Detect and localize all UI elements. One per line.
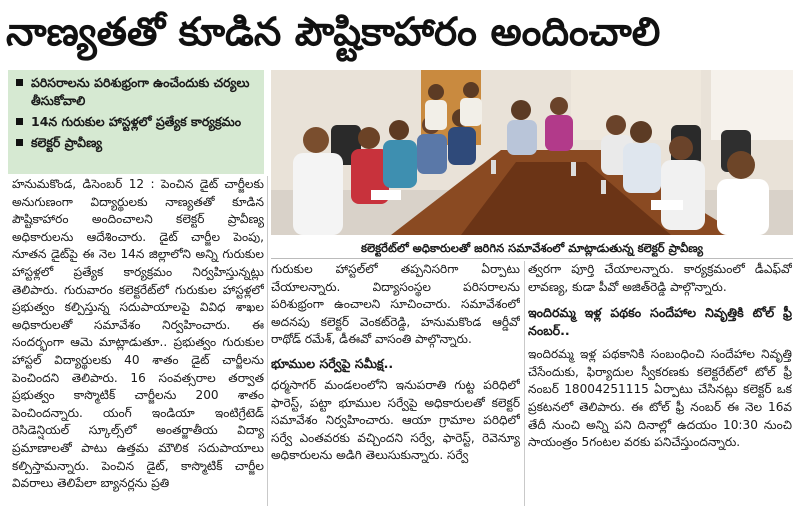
bullet-icon: [16, 118, 23, 125]
highlight-item: [14, 134, 258, 152]
sub-heading: ఇందిరమ్మ ఇళ్ల పథకం సందేహాల నివృత్తికి టోల్ ఫ్రీ నంబర్..: [528, 305, 792, 339]
highlights-box: [8, 70, 264, 174]
article-paragraph: ఇందిరమ్మ ఇళ్ల పథకానికి సంబంధించి సందేహాల నివృత్తి చేసేందుకు, ఫిర్యాదుల స్వీకరణకు కలెక్టరేట్‌లో టోల్ ఫ్రీ నంబర్ 18004251115 ఏర్పాటు చేసినట్లు కలెక్టర్ ఒక ప్రకటనలో తెలిపారు. ఈ టోల్ ఫ్రీ నంబర్ ఈ నెల 16వ తేదీ నుంచి అన్ని పని దినాల్లో ఉదయం 10:30 నుంచి సాయంత్రం 5గంటల వరకు పనిచేస్తుందన్నారు.: [528, 347, 792, 450]
column-divider: [267, 176, 268, 506]
article-paragraph: ధర్మసాగర్ మండలంలోని ఇనుపరాతి గుట్ట పరిధిలో ఫారెస్ట్, పట్టా భూముల సర్వేపై అధికారులతో కలెక్టర్ సమావేశం నిర్వహించారు. ఆయా గ్రామాల పరిధిలో సర్వే ఎంతవరకు వచ్చిందని సర్వే, ఫారెస్ట్, రెవెన్యూ అధికారులను అడిగి తెలుసుకున్నారు. సర్వే: [271, 377, 520, 463]
highlight-text: పరిసరాలను పరిశుభ్రంగా ఉంచేందుకు చర్యలు తీసుకోవాలి: [31, 75, 250, 108]
photo-caption: కలెక్టరేట్‌లో అధికారులతో జరిగిన సమావేశంలో మాట్లాడుతున్న కలెక్టర్ ప్రావీణ్య: [271, 238, 793, 259]
article-paragraph: హనుమకొండ, డిసెంబర్ 12 : పెంచిన డైట్ చార్జీలకు అనుగుణంగా విద్యార్థులకు నాణ్యతతో కూడిన పౌష్టికాహారం అందించాలని కలెక్టర్ ప్రావీణ్య అధికారులను ఆదేశించారు. డైట్ చార్జీల పెంపు, నూతన డైట్‌పై ఈ నెల 14న జిల్లాలోని అన్ని గురుకుల హాస్టళ్లలో ప్రత్యేక కార్యక్రమం నిర్వహిస్తున్నట్లు తెలిపారు. గురువారం కలెక్టరేట్‌లో గురుకుల హాస్టళ్లలో ప్రభుత్వం కల్పిస్తున్న సదుపాయాలపై వివిధ శాఖల అధికారులతో సమావేశం నిర్వహించారు. ఈ సందర్భంగా ఆమె మాట్లాడుతూ.. ప్రభుత్వం గురుకుల హాస్టల్ విద్యార్థులకు 40 శాతం డైట్ చార్జీలను పెంచిందని తెలిపారు. 16 సంవత్సరాల తర్వాత ప్రభుత్వం కాస్మొటిక్ చార్జీలను 200 శాతం పెంచిందన్నారు. యంగ్ ఇండియా ఇంటిగ్రేటెడ్ రెసిడెన్షియల్ స్కూల్స్‌లో అంతర్జాతీయ విద్యా ప్రమాణాలతో పాటు ఉత్తమ మౌలిక సదుపాయాలు కల్పిస్తామన్నారు. పెంచిన డైట్, కాస్మొటిక్ చార్జీల వివరాలు తెలిపేలా బ్యానర్లను ప్రతి: [12, 177, 264, 491]
article-column-2: [271, 261, 520, 506]
highlight-text: 14న గురుకుల హాస్టళ్లలో ప్రత్యేక కార్యక్రమం: [31, 114, 242, 129]
highlight-text: కలెక్టర్ ప్రావీణ్య: [31, 135, 103, 150]
article-column-1: [12, 176, 264, 506]
meeting-photo: [271, 70, 793, 235]
bullet-icon: [16, 79, 23, 86]
highlight-item: [14, 113, 258, 131]
headline: నాణ్యతతో కూడిన పౌష్టికాహారం అందించాలి: [6, 10, 661, 55]
bullet-icon: [16, 139, 23, 146]
column-divider: [524, 261, 525, 506]
article-paragraph: గురుకుల హాస్టల్‌లో తప్పనిసరిగా ఏర్పాటు చేయాలన్నారు. విద్యాసంస్థల పరిసరాలను పరిశుభ్రంగా ఉంచాలని సూచించారు. సమావేశంలో అదనపు కలెక్టర్ వెంకట్‌రెడ్డి, హనుమకొండ ఆర్డీవో రాథోడ్ రమేశ్, డీఈవో వాసంతి పాల్గొన్నారు.: [271, 262, 520, 347]
article-paragraph: త్వరగా పూర్తి చేయాలన్నారు. కార్యక్రమంలో డీఎఫ్‌వో లావణ్య, కుడా పీవో అజిత్‌రెడ్డి పాల్గొన్నారు.: [528, 262, 792, 294]
article-column-3: [528, 261, 792, 506]
highlight-item: [14, 74, 258, 110]
sub-heading: భూముల సర్వేపై సమీక్ష..: [271, 355, 394, 371]
